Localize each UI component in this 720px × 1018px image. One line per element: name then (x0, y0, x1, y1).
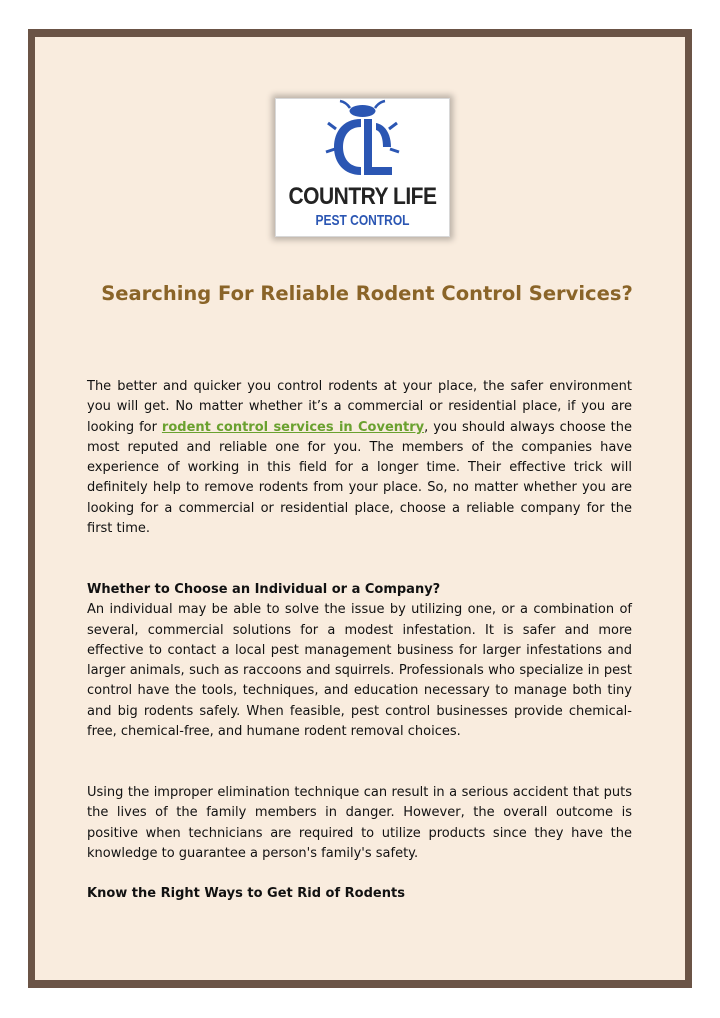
intro-text-before-link: The better and quicker you control rodents at your place, the safer environment you will get. No matter whether it’s a commercial or residential place, if you are looking for (87, 379, 632, 435)
safety-paragraph: Using the improper elimination technique can result in a serious accident that puts the lives of the family members in danger. However, the overall outcome is positive when technicians are required to utilize products since they have the knowledge to guarantee a person's family's safety. (87, 785, 632, 861)
section-heading: Know the Right Ways to Get Rid of Rodents (87, 886, 405, 901)
section-individual-or-company (87, 580, 632, 742)
section-heading: Whether to Choose an Individual or a Company? (87, 582, 441, 597)
intro-paragraph (87, 377, 632, 539)
logo-company-name: COUNTRY LIFE (288, 183, 437, 210)
document-page (28, 29, 692, 988)
company-logo (275, 98, 450, 237)
section-right-ways (87, 884, 632, 904)
page-title: Searching For Reliable Rodent Control Services? (101, 282, 633, 305)
rodent-control-coventry-link[interactable]: rodent control services in Coventry (161, 419, 425, 435)
intro-text-after-link: , you should always choose the most reputed and reliable one for you. The members of the companies have experience of working in this field for a longer time. Their effective trick will definitely help to remove rodents from your place. So, no matter whether you are looking for a commercial or residential place, choose a reliable company for the first time. (87, 419, 632, 537)
logo-company-subtitle: PEST CONTROL (315, 211, 410, 229)
section-paragraph: An individual may be able to solve the issue by utilizing one, or a combination of several, commercial solutions for a modest infestation. It is safer and more effective to contact a local pest management business for larger infestations and larger animals, such as raccoons and squirrels. Professionals who specialize in pest control have the tools, techniques, and education necessary to manage both tiny and big rodents safely. When feasible, pest control businesses provide chemical-free, chemical-free, and humane rodent removal choices. (87, 602, 632, 740)
